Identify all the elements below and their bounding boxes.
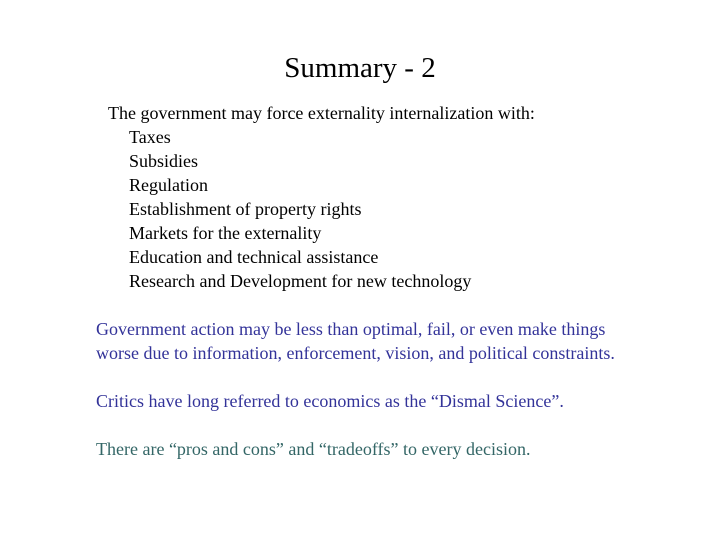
list-item-property-rights: Establishment of property rights xyxy=(129,199,362,219)
list-item-education: Education and technical assistance xyxy=(129,247,379,267)
critics-paragraph: Critics have long referred to economics as the “Dismal Science”. xyxy=(96,391,564,411)
intro-text: The government may force externality internalization with: xyxy=(108,103,535,123)
list-item-taxes: Taxes xyxy=(129,127,171,147)
list-item-subsidies: Subsidies xyxy=(129,151,199,171)
slide-title-text: Summary - 2 xyxy=(284,52,436,84)
government-action-line-1: Government action may be less than optimal, fail, or even make things xyxy=(96,319,606,339)
government-action-paragraph xyxy=(96,317,615,365)
slide-title xyxy=(0,52,720,85)
government-action-line-2: worse due to information, enforcement, vision, and political constraints. xyxy=(96,343,615,363)
internalization-tools-list xyxy=(129,125,471,293)
list-item-markets: Markets for the externality xyxy=(129,223,322,243)
list-item-research: Research and Development for new technology xyxy=(129,271,472,291)
list-item-regulation: Regulation xyxy=(129,175,208,195)
tradeoffs-paragraph: There are “pros and cons” and “tradeoffs” to every decision. xyxy=(96,439,531,459)
